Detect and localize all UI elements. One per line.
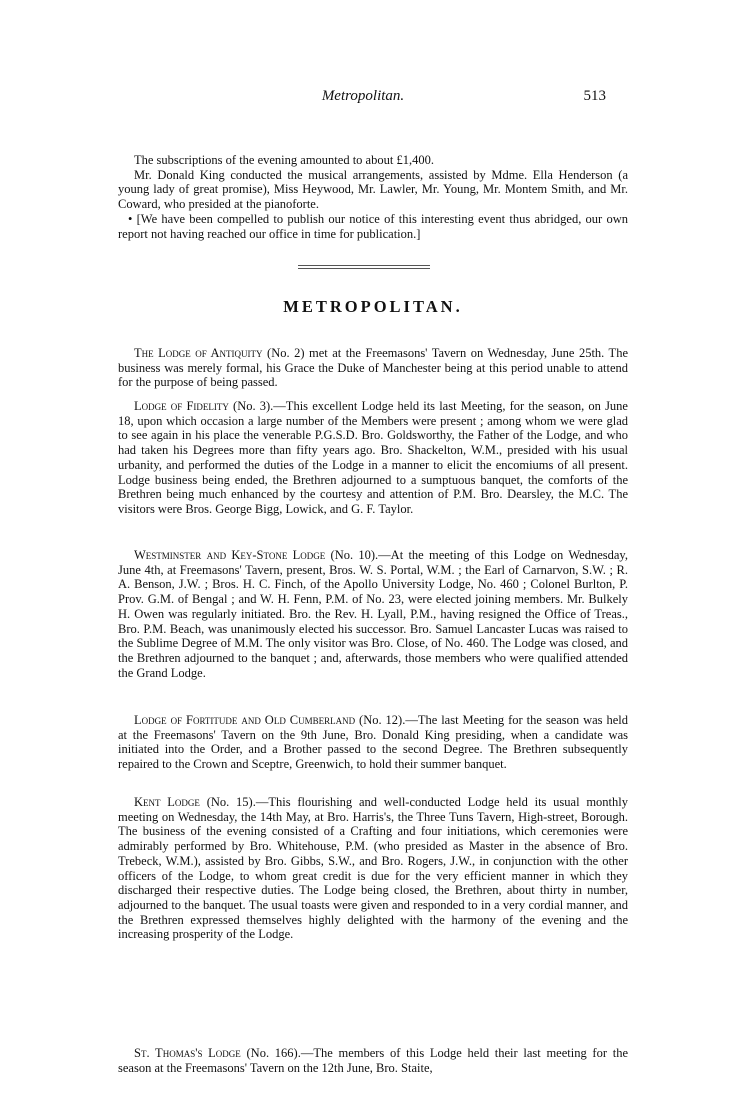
entry-text: (No. 2) met at the Freemasons' Tavern on Wednesday, June 25th. The business was merely formal, his Grace the Duke of Manchester being at this period unable to attend for the purpose of being passed. (118, 346, 628, 390)
entry-lead: St. Thomas's Lodge (134, 1046, 241, 1060)
entry-text: (No. 166).—The members of this Lodge held their last meeting for the season at the Freemasons' Tavern on the 12th June, Bro. Staite, (118, 1046, 628, 1075)
music-paragraph: Mr. Donald King conducted the musical arrangements, assisted by Mdme. Ella Henderson (a young lady of great promise), Miss Heywood, Mr. Lawler, Mr. Young, Mr. Montem Smith, and Mr. Coward, who presided at the pianoforte. (118, 167, 628, 212)
divider-line-bottom (298, 268, 430, 269)
entry-paragraph (118, 795, 628, 942)
entry-lead: Westminster and Key-Stone Lodge (134, 548, 326, 562)
subscriptions-paragraph: The subscriptions of the evening amounted to about £1,400. (134, 153, 434, 167)
entry-fortitude (118, 713, 628, 772)
entry-paragraph (118, 1046, 628, 1075)
entry-fidelity (118, 399, 628, 517)
entry-lead: Lodge of Fortitude and Old Cumberland (134, 713, 356, 727)
entry-paragraph (118, 346, 628, 390)
page-number: 513 (583, 88, 606, 104)
entry-text: (No. 12).—The last Meeting for the season was held at the Freemasons' Tavern on the 9th June, Bro. Donald King presiding, when a candidate was initiated into the Order, and a Brother passed to the second Degree. The Brethren subsequently repaired to the Crown and Sceptre, Greenwich, to hold their summer banquet. (118, 713, 628, 772)
entry-lead: The Lodge of Antiquity (134, 346, 263, 360)
entry-westminster (118, 548, 628, 680)
entry-text: (No. 10).—At the meeting of this Lodge on Wednesday, June 4th, at Freemasons' Tavern, present, Bros. W. S. Portal, W.M. ; the Earl of Carnarvon, S.W. ; R. A. Benson, J.W. ; Bros. H. C. Finch, of the Apollo University Lodge, No. 460 ; Colonel Burlton, P. Prov. G.M. of Bengal ; and W. H. Fenn, P.M. of No. 23, were elected joining members. Mr. Bulkely H. Owen was regularly initiated. Bro. the Rev. H. Lyall, P.M., having resigned the Office of Treas., Bro. P.M. Beach, was unanimously elected his successor. Bro. Samuel Lancaster Lucas was raised to the Sublime Degree of M.M. The only visitor was Bro. Close, of No. 460. The Lodge was closed, and the Brethren adjourned to the banquet ; and, afterwards, those members who were qualified attended the Grand Lodge. (118, 548, 628, 680)
intro-block (118, 153, 628, 241)
running-header (120, 88, 606, 110)
notice-text: [We have been compelled to publish our notice of this interesting event thus abridged, our own report not having reached our office in time for publication.] (118, 211, 628, 241)
entry-kent (118, 795, 628, 942)
divider-line-top (298, 265, 430, 266)
notice-marker: • (128, 211, 133, 226)
entry-text: (No. 15).—This flourishing and well-conducted Lodge held its usual monthly meeting on Wednesday, the 14th May, at Bro. Harris's, the Three Tuns Tavern, High-street, Borough. The business of the evening consisted of a Crafting and four initiations, which ceremonies were admirably performed by Bro. Whitehouse, P.M. (who presided as Master in the absence of Bro. Trebeck, W.M.), assisted by Bro. Gibbs, S.W., and Bro. Rogers, J.W., in conjunction with the other officers of the Lodge, to whom great credit is due for the very efficient manner in which they discharged their respective duties. The Lodge being closed, the Brethren, about thirty in number, adjourned to the banquet. The usual toasts were given and responded to in a very cordial manner, and the Brethren expressed themselves highly delighted with the harmony of the evening and the increasing prosperity of the Lodge. (118, 795, 629, 942)
section-heading: METROPOLITAN. (283, 297, 463, 316)
editorial-notice (118, 212, 628, 241)
running-title: Metropolitan. (321, 88, 405, 104)
entry-paragraph (118, 399, 628, 517)
section-divider (298, 265, 430, 273)
entry-antiquity (118, 346, 628, 390)
entry-paragraph (118, 548, 628, 680)
entry-text: (No. 3).—This excellent Lodge held its last Meeting, for the season, on June 18, upon which occasion a large number of the Members were present ; among whom we were glad to see again in his place the venerable P.G.S.D. Bro. Goldsworthy, the Father of the Lodge, and who had taken his Degrees more than fifty years ago. Bro. Shackelton, W.M., presided with his usual urbanity, and performed the duties of the Lodge in a manner to elicit the encomiums of all present. Lodge business being ended, the Brethren adjourned to a sumptuous banquet, the comforts of the Brethren being much enhanced by the courtesy and attention of P.M. Bro. Dearsley, the M.C. The visitors were Bros. George Bigg, Lowick, and G. F. Taylor. (118, 399, 628, 516)
entry-paragraph (118, 713, 628, 772)
entry-lead: Lodge of Fidelity (134, 399, 229, 413)
entry-lead: Kent Lodge (134, 795, 200, 809)
entry-st-thomas (118, 1046, 628, 1075)
